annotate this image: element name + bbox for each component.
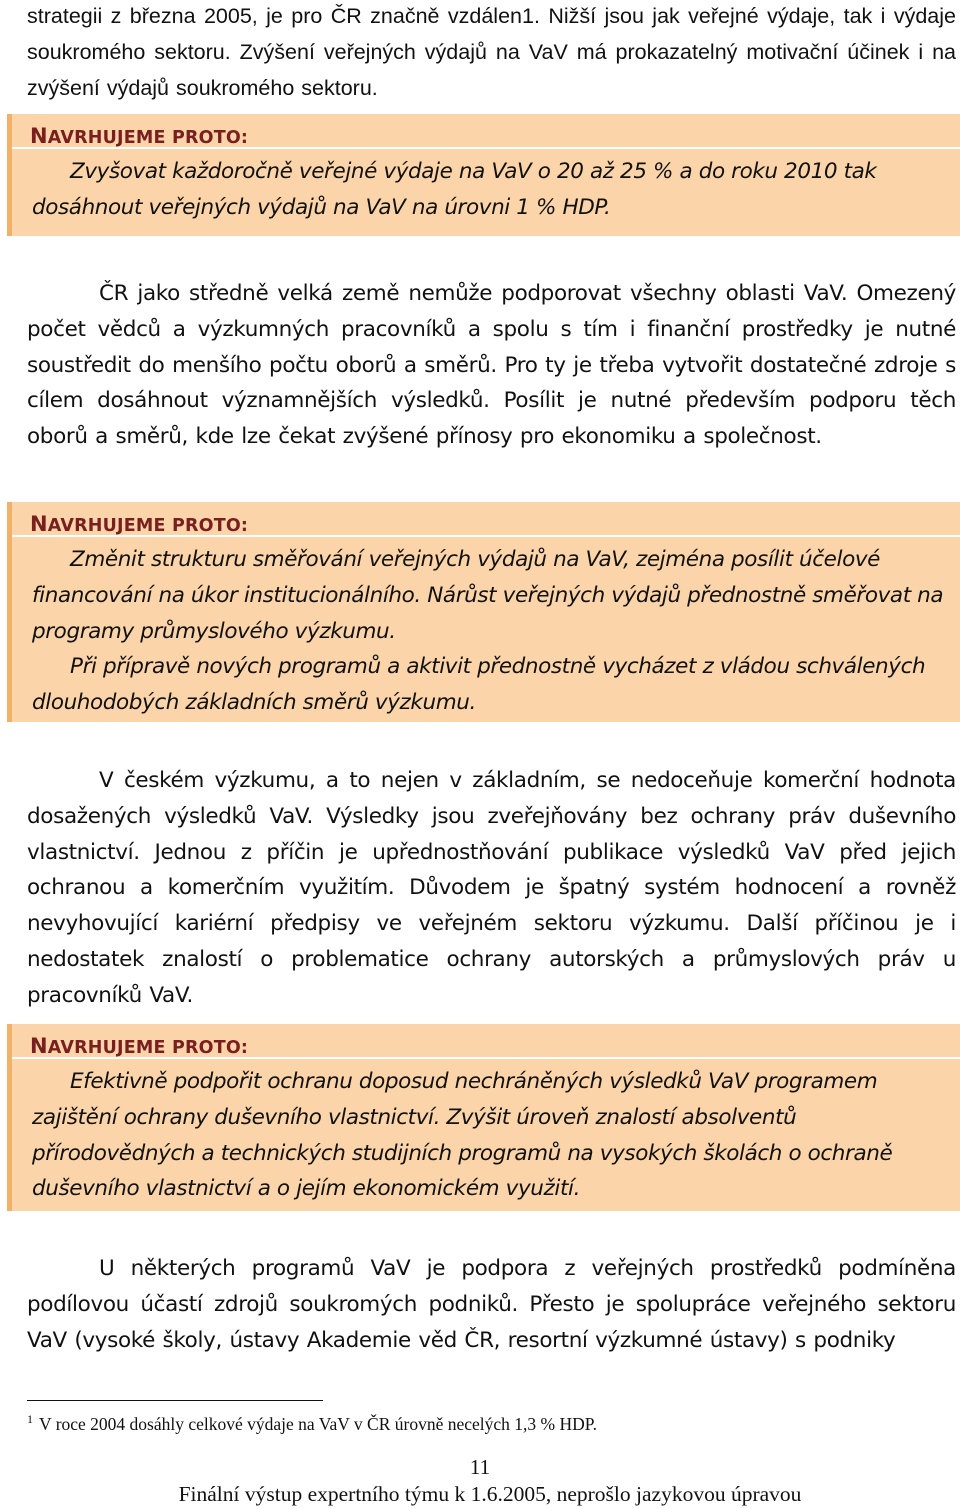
- paragraph-4: U některých programů VaV je podpora z veřejných prostředků podmíněna podílovou účastí zdrojů soukromých podniků. Přesto je spolupráce veřejného sektoru VaV (vysoké školy, ústavy Akademie věd ČR, resortní výzkumné ústavy) s podniky: [27, 1256, 956, 1353]
- proposal-text: Zvyšovat každoročně veřejné výdaje na VaV o 20 až 25 % a do roku 2010 tak dosáhnout veřejných výdajů na VaV na úrovni 1 % HDP.: [32, 159, 877, 220]
- proposal-box-3: [7, 1024, 960, 1211]
- paragraph-3: V českém výzkumu, a to nejen v základním, se nedoceňuje komerční hodnota dosažených výsledků VaV. Výsledky jsou zveřejňovány bez ochrany práv duševního vlastnictví. Jednou z příčin je upřednostňování publikace výsledků VaV před jejich ochranou a komerčním využitím. Důvodem je špatný systém hodnocení a rovněž nevyhovující kariérní předpisy ve veřejném sektoru výzkumu. Další příčinou je i nedostatek znalostí o problematice ochrany autorských a průmyslových práv u pracovníků VaV.: [27, 768, 956, 1008]
- footnote-separator: [27, 1400, 323, 1401]
- proposal-heading: NAVRHUJEME PROTO:: [12, 1024, 960, 1059]
- proposal-box-1: [7, 114, 960, 236]
- footnote-mark: 1: [27, 1412, 33, 1426]
- proposal-2a: Změnit strukturu směřování veřejných výdajů na VaV, zejména posílit účelové financování na úkor institucionálního. Nárůst veřejných výdajů přednostně směřovat na programy průmyslového výzkumu.: [32, 547, 944, 644]
- paragraph-2: ČR jako středně velká země nemůže podporovat všechny oblasti VaV. Omezený počet vědců a výzkumných pracovníků a spolu s tím i finanční prostředky je nutné soustředit do menšího počtu oborů a směrů. Pro ty je třeba vytvořit dostatečné zdroje s cílem dosáhnout významnějších výsledků. Posílit je nutné především podporu těch oborů a směrů, kde lze čekat zvýšené přínosy pro ekonomiku a společnost.: [27, 281, 956, 450]
- proposal-text: [12, 537, 960, 725]
- page-number: 11: [469, 1455, 491, 1479]
- proposal-text: Efektivně podpořit ochranu doposud nechráněných výsledků VaV programem zajištění ochrany duševního vlastnictví. Zvýšit úroveň znalostí absolventů přírodovědných a technických studijních programů na vysokých školách o ochraně duševního vlastnictví a o jejím ekonomickém využití.: [32, 1069, 893, 1202]
- proposal-heading: NAVRHUJEME PROTO:: [12, 114, 960, 149]
- proposal-heading: NAVRHUJEME PROTO:: [12, 502, 960, 537]
- paragraph-top: strategii z března 2005, je pro ČR značně vzdálen1. Nižší jsou jak veřejné výdaje, tak i výdaje soukromého sektoru. Zvýšení veřejných výdajů na VaV má prokazatelný motivační účinek i na zvýšení výdajů soukromého sektoru.: [27, 4, 956, 100]
- footnote: [27, 1412, 597, 1435]
- page-footer: Finální výstup expertního týmu k 1.6.2005, neprošlo jazykovou úpravou: [178, 1482, 802, 1506]
- footnote-text: V roce 2004 dosáhly celkové výdaje na VaV v ČR úrovně necelých 1,3 % HDP.: [39, 1414, 597, 1434]
- proposal-2b: Při přípravě nových programů a aktivit přednostně vycházet z vládou schválených dlouhodobých základních směrů výzkumu.: [32, 654, 926, 716]
- proposal-box-2: [7, 502, 960, 722]
